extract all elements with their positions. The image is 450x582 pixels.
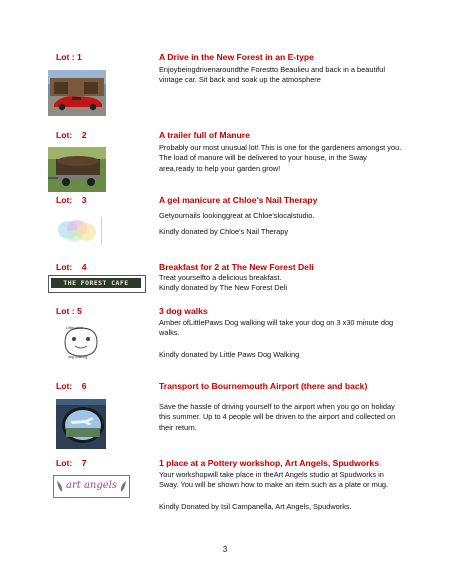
lot-description-paragraph: Probably our most unusual lot! This is one for the gardeners amongst you. The load of manure will be delivered to your house, in the Sway area,ready to help your garden grow! bbox=[159, 143, 402, 173]
lot-title: A Drive in the New Forest in an E-type bbox=[159, 52, 314, 62]
lot-label: Lot: 3 bbox=[56, 195, 87, 205]
airport-mirror-photo bbox=[56, 399, 106, 449]
cafe-name-text: THE FOREST CAFE bbox=[51, 278, 141, 288]
lot-label: Lot: 4 bbox=[56, 262, 87, 272]
lot-donor-line: Kindly donated by Little Paws Dog Walking bbox=[159, 349, 300, 359]
lot-label: Lot : 5 bbox=[56, 306, 82, 316]
lot-description-paragraph: Treat yourselfto a delicious breakfast. bbox=[159, 273, 282, 282]
art-angels-logo bbox=[53, 475, 130, 498]
lot-label: Lot: 2 bbox=[56, 130, 87, 140]
e-type-car-photo bbox=[48, 70, 106, 116]
dog-walking-text: dog walking bbox=[68, 355, 87, 359]
lot-title: Transport to Bournemouth Airport (there and back) bbox=[159, 381, 368, 391]
lot-donor-line: Kindly donated by The New Forest Deli bbox=[159, 283, 288, 293]
lot-label: Lot : 1 bbox=[56, 52, 82, 62]
page-number: 3 bbox=[222, 545, 228, 554]
lot-description bbox=[159, 65, 404, 86]
lot-label: Lot: 7 bbox=[56, 458, 87, 468]
manure-trailer-photo bbox=[48, 147, 106, 192]
lot-title: A trailer full of Manure bbox=[159, 130, 250, 140]
lot-description bbox=[159, 470, 404, 512]
lot-title: 1 place at a Pottery workshop, Art Angels, Spudworks bbox=[159, 458, 379, 468]
lot-donor-line: Kindly Donated by Isil Campanella, Art Angels, Spudworks. bbox=[159, 501, 352, 511]
lot-description bbox=[159, 143, 404, 174]
lot-description bbox=[159, 318, 404, 360]
little-paws-text: Little paws bbox=[66, 326, 83, 330]
lot-description-paragraph: Amber ofLittlePaws Dog walking will take your dog on 3 x30 minute dog walks. bbox=[159, 318, 394, 338]
lot-title: Breakfast for 2 at The New Forest Deli bbox=[159, 262, 314, 272]
little-paws-logo bbox=[57, 322, 105, 362]
lot-description bbox=[159, 273, 404, 294]
lot-donor-line: Kindly donated by Chloe's Nail Therapy bbox=[159, 227, 289, 237]
lot-description-paragraph: Your workshopwill take place in theArt Angels studio at Spudworks in Sway. You will be shown how to make an item such as a plate or mug. bbox=[159, 470, 389, 490]
lot-title: 3 dog walks bbox=[159, 306, 208, 316]
art-angels-text: art angels bbox=[66, 480, 117, 491]
lot-description bbox=[159, 402, 404, 433]
lot-description-paragraph: Enjoybeingdrivenaroundthe Forestto Beaulieu and back in a beautiful vintage car. Sit back and soak up the atmosphere bbox=[159, 65, 385, 85]
lot-description-paragraph: Save the hassle of driving yourself to the airport when you go on holiday this summer. Up to 4 people will be driven to the airport and collected on their return. bbox=[159, 402, 396, 432]
lot-description bbox=[159, 211, 404, 238]
forest-cafe-logo bbox=[48, 275, 146, 293]
nail-therapy-logo bbox=[55, 215, 105, 247]
lot-description-paragraph: Getyournails lookinggreat at Chloe'slocalstudio. bbox=[159, 211, 315, 220]
lot-label: Lot: 6 bbox=[56, 381, 87, 391]
lot-title: A gel manicure at Chloe's Nail Therapy bbox=[159, 195, 318, 205]
